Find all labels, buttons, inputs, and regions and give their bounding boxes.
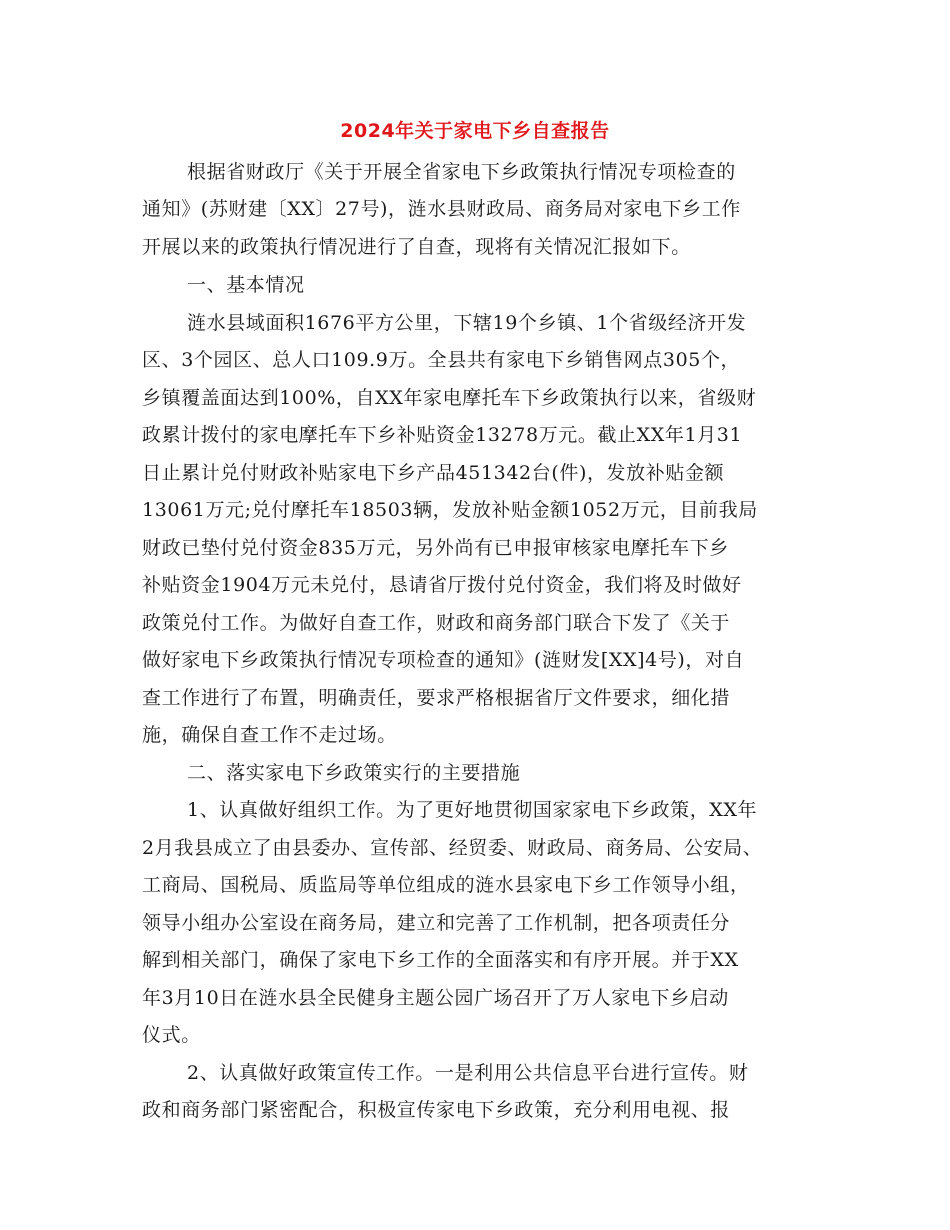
text-line: 政策兑付工作。为做好自查工作，财政和商务部门联合下发了《关于 (142, 612, 731, 634)
text-line: 施，确保自查工作不走过场。 (142, 724, 397, 746)
text-line: 通知》(苏财建〔XX〕27号)，涟水县财政局、商务局对家电下乡工作 (142, 198, 741, 220)
text-line: 补贴资金1904万元未兑付，恳请省厅拨付兑付资金，我们将及时做好 (142, 574, 742, 596)
text-line: 财政已垫付兑付资金835万元，另外尚有已申报审核家电摩托车下乡 (142, 537, 729, 559)
text-line: 乡镇覆盖面达到100%，自XX年家电摩托车下乡政策执行以来，省级财 (142, 387, 757, 409)
text-line: 查工作进行了布置，明确责任，要求严格根据省厅文件要求，细化措 (142, 687, 731, 709)
text-line: 日止累计兑付财政补贴家电下乡产品451342台(件)，发放补贴金额 (142, 462, 725, 484)
text-line: 政和商务部门紧密配合，积极宣传家电下乡政策，充分利用电视、报 (142, 1099, 731, 1121)
text-line: 涟水县域面积1676平方公里，下辖19个乡镇、1个省级经济开发 (187, 312, 747, 334)
text-line: 13061万元;兑付摩托车18503辆，发放补贴金额1052万元，目前我局 (142, 499, 758, 521)
document-title: 2024年关于家电下乡自查报告 (340, 120, 610, 142)
text-line: 年3月10日在涟水县全民健身主题公园广场召开了万人家电下乡启动 (142, 987, 729, 1009)
text-line: 根据省财政厅《关于开展全省家电下乡政策执行情况专项检查的 (187, 161, 736, 183)
text-line: 2月我县成立了由县委办、宣传部、经贸委、财政局、商务局、公安局、 (142, 837, 763, 859)
text-line: 1、认真做好组织工作。为了更好地贯彻国家家电下乡政策，XX年 (187, 799, 758, 821)
text-line: 做好家电下乡政策执行情况专项检查的通知》(涟财发[XX]4号)，对自 (142, 649, 745, 671)
text-line: 工商局、国税局、质监局等单位组成的涟水县家电下乡工作领导小组， (142, 874, 750, 896)
text-line: 开展以来的政策执行情况进行了自查，现将有关情况汇报如下。 (142, 236, 691, 258)
text-line: 政累计拨付的家电摩托车下乡补贴资金13278万元。截止XX年1月31 (142, 424, 743, 446)
text-line: 领导小组办公室设在商务局，建立和完善了工作机制，把各项责任分 (142, 912, 731, 934)
text-line: 2、认真做好政策宣传工作。一是利用公共信息平台进行宣传。财 (187, 1062, 749, 1084)
text-line: 仪式。 (142, 1024, 201, 1046)
section-heading: 二、落实家电下乡政策实行的主要措施 (187, 762, 521, 784)
text-line: 区、3个园区、总人口109.9万。全县共有家电下乡销售网点305个， (142, 349, 741, 371)
text-line: 解到相关部门，确保了家电下乡工作的全面落实和有序开展。并于XX (142, 949, 739, 971)
section-heading: 一、基本情况 (187, 274, 305, 296)
